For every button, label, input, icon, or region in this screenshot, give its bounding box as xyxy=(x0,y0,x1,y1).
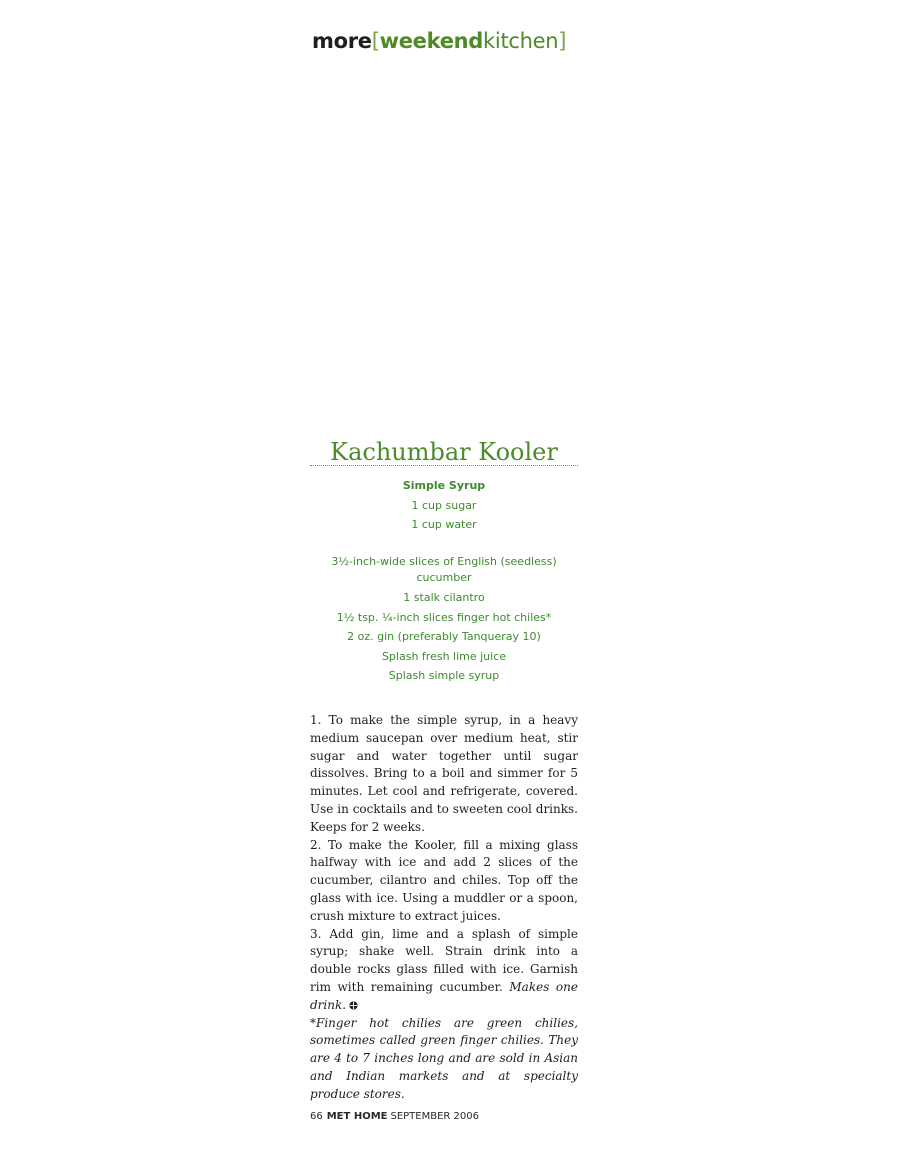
ingredient-item: Splash fresh lime juice xyxy=(381,649,507,663)
footnote xyxy=(310,1015,578,1104)
ingredient-item: 3½-inch-wide slices of English (seedless) cucumber xyxy=(331,555,557,584)
ingredient-item: 1 stalk cilantro xyxy=(403,591,485,604)
ingredient-spacer xyxy=(310,535,578,555)
page-footer xyxy=(310,1110,479,1124)
direction-step-3-text: 3. Add gin, lime and a splash of simple syrup; shake well. Strain drink into a double rocks glass filled with ice. Garnish rim with remaining cucumber. xyxy=(310,926,578,994)
page-number: 66 xyxy=(310,1111,323,1122)
ingredients-list xyxy=(310,476,578,686)
publication-name: MET HOME xyxy=(326,1111,388,1122)
issue-date: SEPTEMBER 2006 xyxy=(390,1111,479,1122)
ingredient-item: Splash simple syrup xyxy=(388,669,500,682)
header-kitchen: kitchen xyxy=(483,29,559,53)
section-header xyxy=(312,26,566,56)
header-close-bracket: ] xyxy=(558,29,567,53)
title-divider xyxy=(310,465,578,466)
header-more: more xyxy=(312,29,372,53)
direction-step-1: 1. To make the simple syrup, in a heavy medium saucepan over medium heat, stir sugar and water together until sugar dissolves. Bring to a boil and simmer for 5 minutes. Let cool and refrigerate, covered. Use in cocktails and to sweeten cool drinks. Keeps for 2 weeks. xyxy=(310,713,578,834)
recipe-title: Kachumbar Kooler xyxy=(330,438,558,466)
direction-step-3 xyxy=(310,926,578,1015)
yield-text: Makes one drink. xyxy=(310,979,578,1012)
footnote-text: *Finger hot chilies are green chilies, sometimes called green finger chilies. They are 4 to 7 inches long and are sold in Asian and Indian markets and at specialty produce stores. xyxy=(310,1015,578,1101)
direction-step-2: 2. To make the Kooler, fill a mixing glass halfway with ice and add 2 slices of the cucumber, cilantro and chiles. Top off the glass with ice. Using a muddler or a spoon, crush mixture to extract juices. xyxy=(310,837,578,923)
directions xyxy=(310,712,578,1104)
syrup-heading: Simple Syrup xyxy=(402,479,486,492)
ingredient-item: 1 cup water xyxy=(411,518,477,531)
ingredient-item: 1½ tsp. ¼-inch slices finger hot chiles* xyxy=(336,610,552,624)
header-weekend: weekend xyxy=(379,29,484,53)
end-of-article-icon xyxy=(349,998,358,1007)
ingredient-item: 1 cup sugar xyxy=(411,498,477,512)
header-open-bracket: [ xyxy=(371,29,380,53)
ingredient-item: 2 oz. gin (preferably Tanqueray 10) xyxy=(347,630,541,643)
